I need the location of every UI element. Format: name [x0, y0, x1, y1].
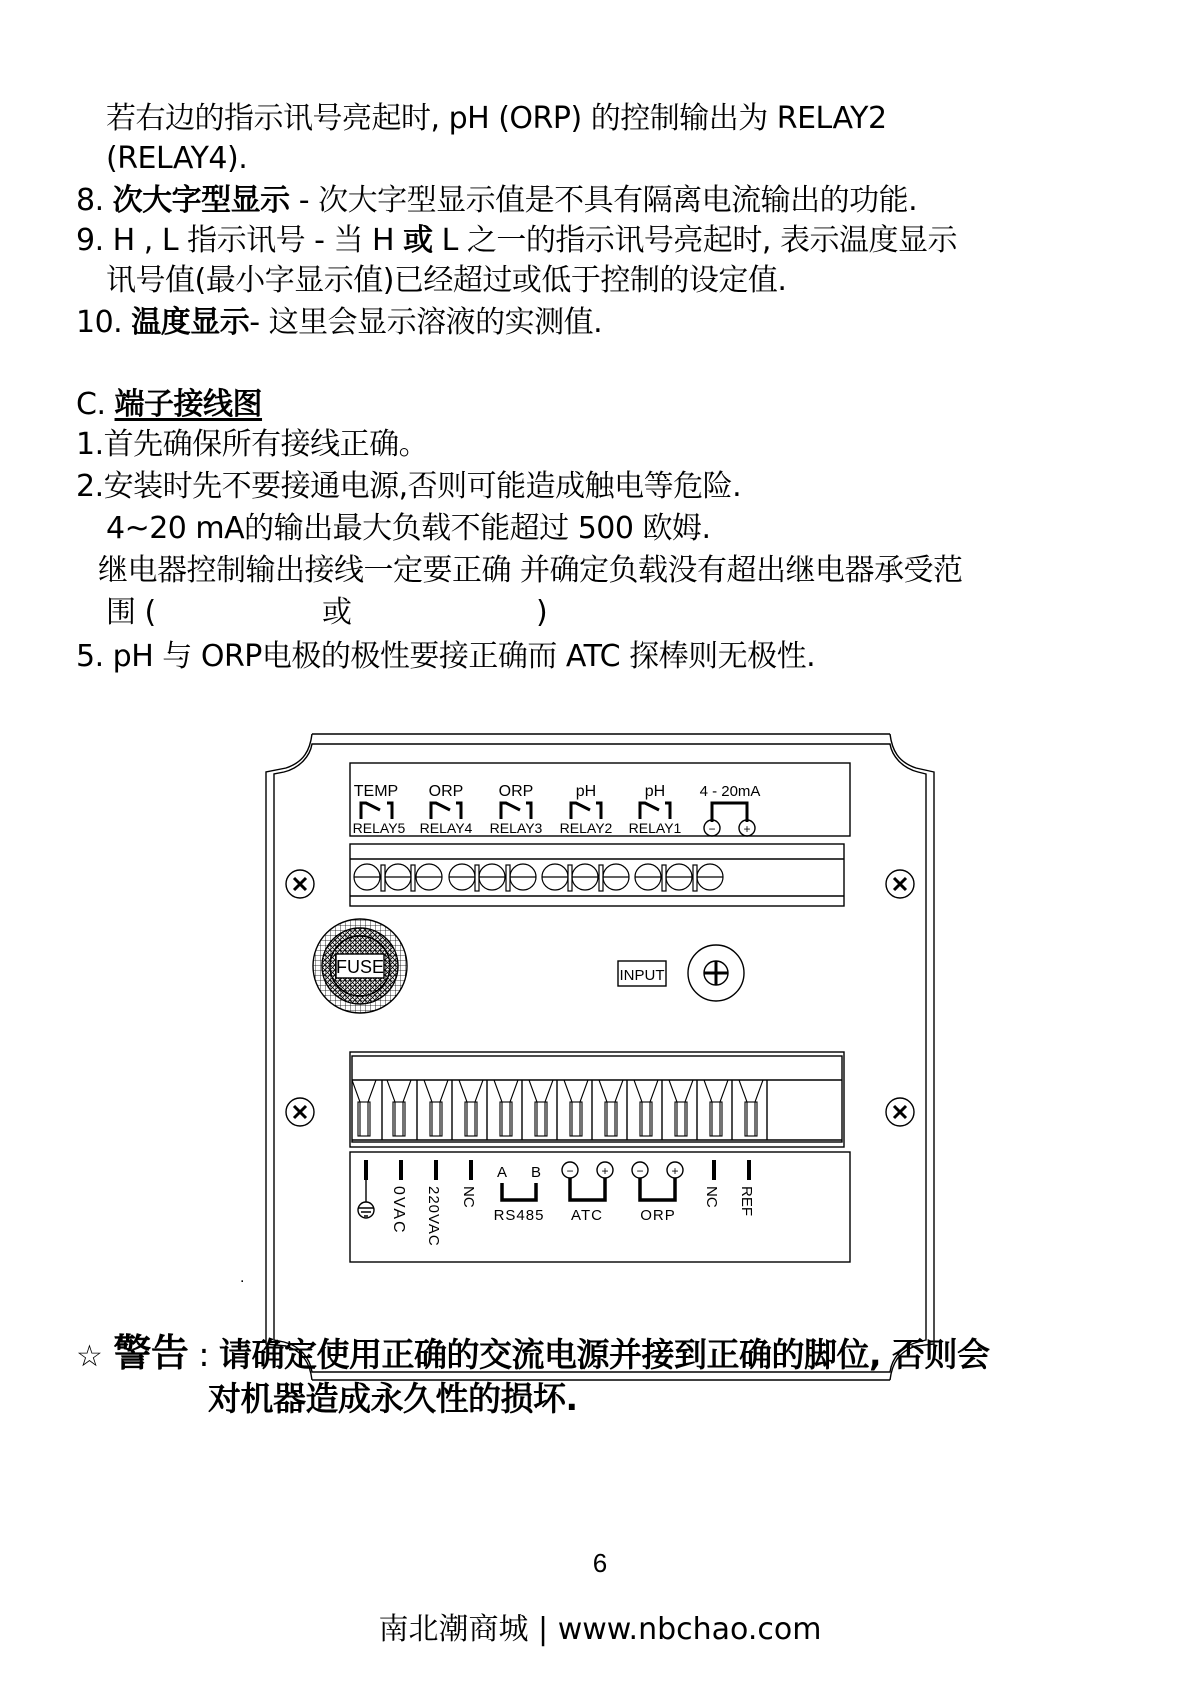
page-number: 6: [592, 1548, 608, 1578]
section-title: 端子接线图: [114, 387, 263, 422]
item-term: 温度显示: [131, 305, 250, 340]
svg-text:−: −: [636, 1164, 644, 1178]
relay-1-label: RELAY1: [628, 820, 682, 836]
item-text: - 次大字型显示值是不具有隔离电流输出的功能.: [289, 183, 918, 218]
warning-text-1: 请确定使用正确的交流电源并接到正确的脚位, 否则会: [219, 1335, 990, 1374]
item-number: 8.: [76, 183, 104, 218]
item-text: L 之一的指示讯号亮起时, 表示温度显示: [432, 223, 957, 258]
item-text: - 这里会显示溶液的实测值.: [249, 305, 603, 340]
list-item-9: [76, 222, 957, 260]
zero-vac-label: 0VAC: [390, 1186, 407, 1235]
warning-title: 警告: [113, 1331, 189, 1375]
nc-label-2: NC: [703, 1186, 720, 1208]
list-item-9-line2: 讯号值(最小字显示值)已经超过或低于控制的设定值.: [106, 263, 787, 298]
relay-1-function: pH: [644, 783, 666, 800]
section-c-line-1: 1.首先确保所有接线正确。: [76, 427, 429, 462]
warning-colon: :: [188, 1335, 220, 1374]
fuse-label: FUSE: [335, 957, 385, 977]
section-prefix: C.: [76, 387, 106, 422]
section-c-line-6: 5. pH 与 ORP电极的极性要接正确而 ATC 探棒则无极性.: [76, 639, 816, 674]
svg-text:−: −: [566, 1164, 574, 1178]
svg-text:−: −: [708, 822, 716, 836]
section-c-line-5a: 围 (: [106, 595, 156, 630]
item-number: 10.: [76, 305, 123, 340]
fuse-holder-icon: [313, 919, 407, 1013]
item-term: H , L 指示讯号 - 当 H: [112, 223, 404, 258]
list-item-8: [76, 182, 917, 220]
220vac-label: 220VAC: [425, 1186, 442, 1247]
input-label: INPUT: [619, 967, 665, 984]
section-c-line-5b: 或: [322, 595, 352, 630]
svg-text:+: +: [601, 1164, 609, 1178]
relay-3-label: RELAY3: [489, 820, 543, 836]
relay-5-label: RELAY5: [352, 820, 406, 836]
footer-site: 南北潮商城 | www.nbchao.com: [378, 1612, 822, 1647]
ref-label: REF: [738, 1186, 755, 1216]
section-c-line-3: 4~20 mA的输出最大负载不能超过 500 欧姆.: [106, 511, 711, 546]
relay-2-function: pH: [575, 783, 597, 800]
section-c-line-2: 2.安装时先不要接通电源,否则可能造成触电等危险.: [76, 469, 742, 504]
rs485-b-label: B: [530, 1164, 542, 1181]
section-c-heading: [76, 386, 262, 424]
relay-3-function: ORP: [498, 783, 534, 800]
section-c-line-5c: ): [536, 595, 548, 630]
stray-mark: .: [240, 1269, 245, 1286]
warning-line-1: [76, 1332, 990, 1378]
current-output-label: 4 - 20mA: [699, 783, 761, 800]
section-c-line-4: 继电器控制输出接线一定要正确 并确定负载没有超出继电器承受范: [98, 553, 963, 588]
item7-continuation-line2: (RELAY4).: [106, 141, 248, 176]
rs485-label: RS485: [493, 1207, 545, 1224]
item-number: 9.: [76, 223, 104, 258]
list-item-10: [76, 304, 602, 342]
item-term-bold: 或: [403, 223, 433, 258]
relay-4-label: RELAY4: [419, 820, 473, 836]
warning-line-2: 对机器造成永久性的损坏.: [208, 1379, 578, 1418]
orp-label: ORP: [640, 1207, 676, 1224]
item-term: 次大字型显示: [112, 183, 290, 218]
nc-label-1: NC: [460, 1186, 477, 1208]
atc-label: ATC: [571, 1207, 603, 1224]
star-icon: ☆: [76, 1339, 103, 1374]
svg-text:+: +: [671, 1164, 679, 1178]
relay-5-function: TEMP: [353, 783, 399, 800]
relay-4-function: ORP: [428, 783, 464, 800]
relay-2-label: RELAY2: [559, 820, 613, 836]
rs485-a-label: A: [496, 1164, 508, 1181]
terminal-wiring-diagram: [240, 740, 930, 1380]
item7-continuation-line1: 若右边的指示讯号亮起时, pH (ORP) 的控制输出为 RELAY2: [106, 101, 887, 136]
svg-text:+: +: [743, 822, 751, 836]
